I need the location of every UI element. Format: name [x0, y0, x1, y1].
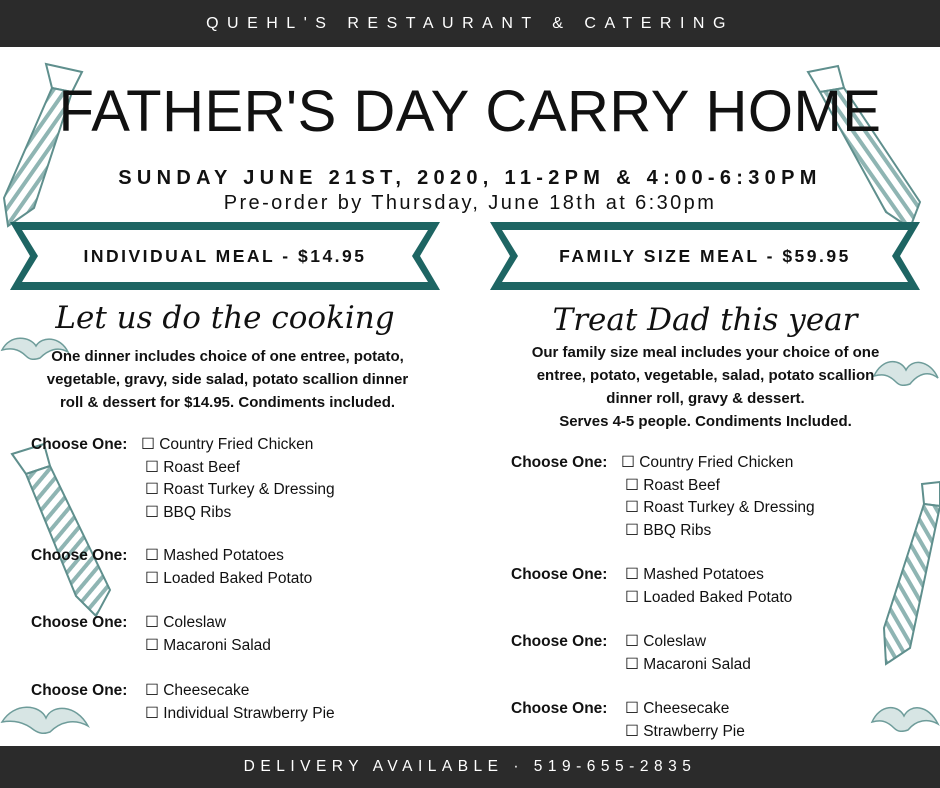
option-mashed-potatoes[interactable]: ☐ Mashed Potatoes — [145, 547, 284, 564]
option-bbq-ribs[interactable]: ☐ BBQ Ribs — [145, 503, 232, 521]
page-title: FATHER'S DAY CARRY HOME — [58, 79, 882, 144]
description-line: One dinner includes choice of one entree, potato, — [51, 348, 404, 365]
individual-meal-title: INDIVIDUAL MEAL - $14.95 — [83, 245, 367, 266]
family-meal-title: FAMILY SIZE MEAL - $59.95 — [559, 245, 851, 266]
option-loaded-baked-potato[interactable]: ☐ Loaded Baked Potato — [625, 588, 793, 606]
choose-one-label: Choose One: — [31, 547, 128, 564]
option-macaroni-salad[interactable]: ☐ Macaroni Salad — [145, 636, 271, 654]
restaurant-name: QUEHL'S RESTAURANT & CATERING — [206, 14, 734, 32]
option-coleslaw[interactable]: ☐ Coleslaw — [625, 633, 707, 650]
choose-one-label: Choose One: — [511, 700, 608, 717]
option-country-fried-chicken[interactable]: ☐ Country Fried Chicken — [621, 454, 794, 471]
individual-script-heading: Let us do the cooking — [55, 300, 395, 336]
event-date: SUNDAY JUNE 21ST, 2020, 11-2PM & 4:00-6:30PM — [118, 167, 822, 189]
option-macaroni-salad[interactable]: ☐ Macaroni Salad — [625, 655, 751, 673]
option-roast-beef[interactable]: ☐ Roast Beef — [145, 458, 240, 476]
option-roast-beef[interactable]: ☐ Roast Beef — [625, 476, 720, 494]
description-line: vegetable, gravy, side salad, potato scallion dinner — [46, 371, 409, 388]
individual-meal-banner — [10, 222, 440, 290]
necktie-icon — [6, 440, 116, 620]
family-description — [488, 341, 923, 433]
option-individual-strawberry-pie[interactable]: ☐ Individual Strawberry Pie — [145, 704, 335, 722]
header-bar — [0, 0, 940, 47]
description-line: dinner roll, gravy & dessert. — [606, 390, 805, 407]
choose-one-label: Choose One: — [511, 566, 608, 583]
preorder-deadline: Pre-order by Thursday, June 18th at 6:30pm — [223, 192, 717, 214]
option-country-fried-chicken[interactable]: ☐ Country Fried Chicken — [141, 436, 314, 453]
delivery-phone[interactable]: DELIVERY AVAILABLE · 519-655-2835 — [243, 758, 697, 775]
mustache-icon — [868, 696, 940, 742]
description-line: entree, potato, vegetable, salad, potato scallion — [536, 367, 875, 384]
choose-one-label: Choose One: — [511, 454, 608, 471]
footer-bar — [0, 746, 940, 788]
description-line: Our family size meal includes your choice of one — [531, 344, 880, 361]
choose-one-label: Choose One: — [31, 682, 128, 699]
individual-description — [10, 345, 445, 414]
option-roast-turkey-dressing[interactable]: ☐ Roast Turkey & Dressing — [145, 481, 335, 498]
mustache-icon — [0, 696, 90, 746]
family-script-heading: Treat Dad this year — [552, 302, 858, 338]
choose-one-label: Choose One: — [511, 633, 608, 650]
family-meal-banner — [490, 222, 920, 290]
option-cheesecake[interactable]: ☐ Cheesecake — [145, 682, 250, 699]
option-strawberry-pie[interactable]: ☐ Strawberry Pie — [625, 722, 745, 740]
option-mashed-potatoes[interactable]: ☐ Mashed Potatoes — [625, 566, 764, 583]
choose-one-label: Choose One: — [31, 614, 128, 631]
option-loaded-baked-potato[interactable]: ☐ Loaded Baked Potato — [145, 569, 313, 587]
option-cheesecake[interactable]: ☐ Cheesecake — [625, 700, 730, 717]
option-coleslaw[interactable]: ☐ Coleslaw — [145, 614, 227, 631]
description-line: roll & dessert for $14.95. Condiments included. — [59, 394, 396, 411]
option-roast-turkey-dressing[interactable]: ☐ Roast Turkey & Dressing — [625, 499, 815, 516]
description-line: Serves 4-5 people. Condiments Included. — [559, 413, 852, 430]
option-bbq-ribs[interactable]: ☐ BBQ Ribs — [625, 521, 712, 539]
necktie-icon — [870, 478, 940, 668]
choose-one-label: Choose One: — [31, 436, 128, 453]
